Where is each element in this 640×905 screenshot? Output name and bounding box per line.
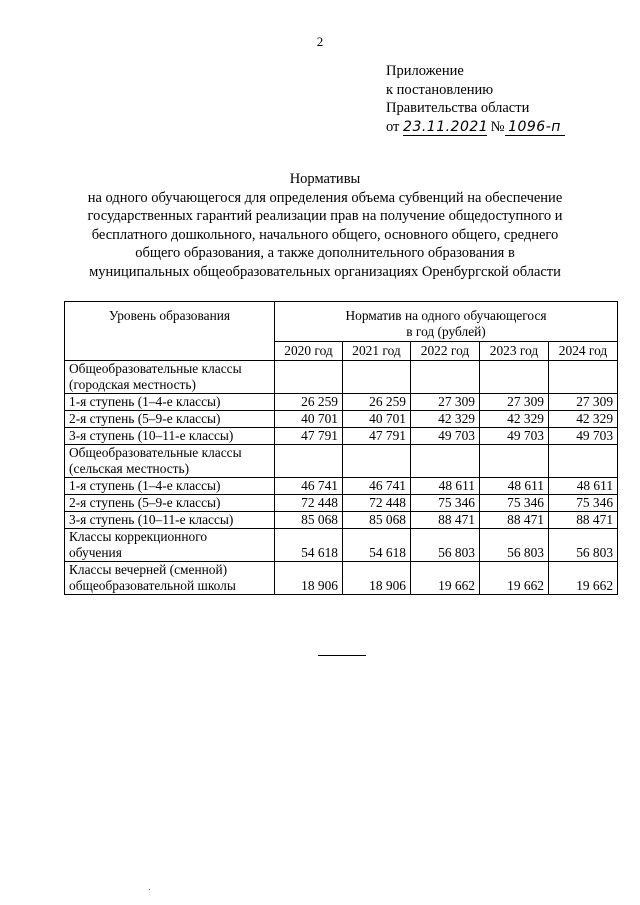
value-cell — [549, 445, 618, 478]
title-line-4: бесплатного дошкольного, начального общего, основного общего, среднего — [91, 226, 559, 243]
value-cell: 88 471 — [480, 512, 549, 529]
page-number: 2 — [316, 34, 324, 49]
value-cell: 42 329 — [411, 411, 480, 428]
handwritten-number: 1096-п — [505, 120, 565, 136]
scan-speck — [149, 889, 150, 890]
value-cell — [411, 445, 480, 478]
table-row — [65, 529, 618, 562]
row-label: 2-я ступень (5–9-е классы) — [65, 411, 275, 428]
value-cell: 26 259 — [275, 394, 343, 411]
row-label: 1-я ступень (1–4-е классы) — [65, 394, 275, 411]
header-year-2021: 2021 год — [343, 342, 411, 361]
value-cell: 42 329 — [480, 411, 549, 428]
value-cell: 88 471 — [411, 512, 480, 529]
value-cell: 27 309 — [549, 394, 618, 411]
value-cell — [480, 445, 549, 478]
value-cell: 75 346 — [411, 495, 480, 512]
value-cell: 18 906 — [343, 562, 411, 595]
title-line-2: на одного обучающегося для определения объема субвенций на обеспечение — [87, 189, 563, 206]
value-cell: 18 906 — [275, 562, 343, 595]
row-label-line-2: (сельская местность) — [69, 461, 190, 476]
table-row — [65, 445, 618, 478]
value-cell: 85 068 — [275, 512, 343, 529]
table-row — [65, 428, 618, 445]
document-title — [40, 170, 610, 281]
row-label: 3-я ступень (10–11-е классы) — [65, 512, 275, 529]
value-cell — [343, 361, 411, 394]
value-cell: 48 611 — [549, 478, 618, 495]
row-label — [65, 529, 275, 562]
value-cell: 49 703 — [411, 428, 480, 445]
appendix-line-2: к постановлению — [386, 81, 494, 98]
row-label — [65, 445, 275, 478]
header-year-2020: 2020 год — [275, 342, 343, 361]
value-cell: 75 346 — [549, 495, 618, 512]
value-cell: 42 329 — [549, 411, 618, 428]
handwritten-date: 23.11.2021 — [403, 118, 489, 135]
table-row — [65, 512, 618, 529]
appendix-line-3: Правительства области — [386, 100, 530, 116]
row-label-line-1: Общеобразовательные классы — [69, 445, 242, 460]
value-cell: 54 618 — [343, 529, 411, 562]
row-label-line-1: Общеобразовательные классы — [69, 361, 242, 376]
appendix-from-prefix: от — [386, 118, 400, 135]
value-cell: 75 346 — [480, 495, 549, 512]
value-cell: 49 703 — [549, 428, 618, 445]
value-cell: 19 662 — [480, 562, 549, 595]
value-cell — [275, 361, 343, 394]
value-cell — [549, 361, 618, 394]
table-row — [65, 411, 618, 428]
value-cell: 26 259 — [343, 394, 411, 411]
value-cell: 72 448 — [343, 495, 411, 512]
row-label: 3-я ступень (10–11-е классы) — [65, 428, 275, 445]
header-year-2023: 2023 год — [480, 342, 549, 361]
row-label-line-1: Классы вечерней (сменной) — [69, 562, 228, 577]
table-row — [65, 361, 618, 394]
header-norm — [275, 302, 618, 342]
value-cell: 56 803 — [480, 529, 549, 562]
value-cell: 48 611 — [480, 478, 549, 495]
title-line-1: Нормативы — [289, 171, 361, 187]
title-line-5: общего образования, а также дополнительного образования в — [135, 245, 515, 261]
value-cell — [480, 361, 549, 394]
header-year-2022: 2022 год — [411, 342, 480, 361]
value-cell: 19 662 — [411, 562, 480, 595]
row-label-line-2: общеобразовательной школы — [69, 578, 236, 593]
row-label: 1-я ступень (1–4-е классы) — [65, 478, 275, 495]
appendix-block — [386, 62, 565, 136]
value-cell: 46 741 — [343, 478, 411, 495]
row-label — [65, 562, 275, 595]
title-line-3: государственных гарантий реализации прав на получение общедоступного и — [87, 208, 563, 224]
row-label-line-2: (городская местность) — [69, 377, 196, 392]
header-year-2024: 2024 год — [549, 342, 618, 361]
value-cell: 19 662 — [549, 562, 618, 595]
value-cell: 72 448 — [275, 495, 343, 512]
value-cell: 46 741 — [275, 478, 343, 495]
row-label-line-2: обучения — [69, 545, 122, 560]
value-cell — [275, 445, 343, 478]
value-cell: 54 618 — [275, 529, 343, 562]
appendix-date-line — [386, 118, 565, 137]
value-cell: 88 471 — [549, 512, 618, 529]
value-cell: 56 803 — [549, 529, 618, 562]
header-norm-line-1: Норматив на одного обучающегося — [345, 308, 547, 323]
title-line-6: муниципальных общеобразовательных организациях Оренбургской области — [89, 263, 561, 280]
value-cell: 49 703 — [480, 428, 549, 445]
value-cell: 40 701 — [343, 411, 411, 428]
row-label-line-1: Классы коррекционного — [69, 529, 208, 544]
number-sign: № — [490, 118, 505, 135]
value-cell: 48 611 — [411, 478, 480, 495]
table-row — [65, 394, 618, 411]
header-level: Уровень образования — [65, 302, 275, 361]
end-separator-line — [318, 655, 366, 656]
table-row — [65, 495, 618, 512]
value-cell: 56 803 — [411, 529, 480, 562]
table-row — [65, 562, 618, 595]
row-label — [65, 361, 275, 394]
value-cell: 85 068 — [343, 512, 411, 529]
table-row — [65, 478, 618, 495]
value-cell: 47 791 — [343, 428, 411, 445]
value-cell — [343, 445, 411, 478]
value-cell — [411, 361, 480, 394]
row-label: 2-я ступень (5–9-е классы) — [65, 495, 275, 512]
value-cell: 27 309 — [480, 394, 549, 411]
appendix-line-1: Приложение — [386, 63, 464, 79]
value-cell: 27 309 — [411, 394, 480, 411]
value-cell: 40 701 — [275, 411, 343, 428]
header-norm-line-2: в год (рублей) — [406, 324, 486, 339]
value-cell: 47 791 — [275, 428, 343, 445]
norms-table — [64, 301, 618, 595]
